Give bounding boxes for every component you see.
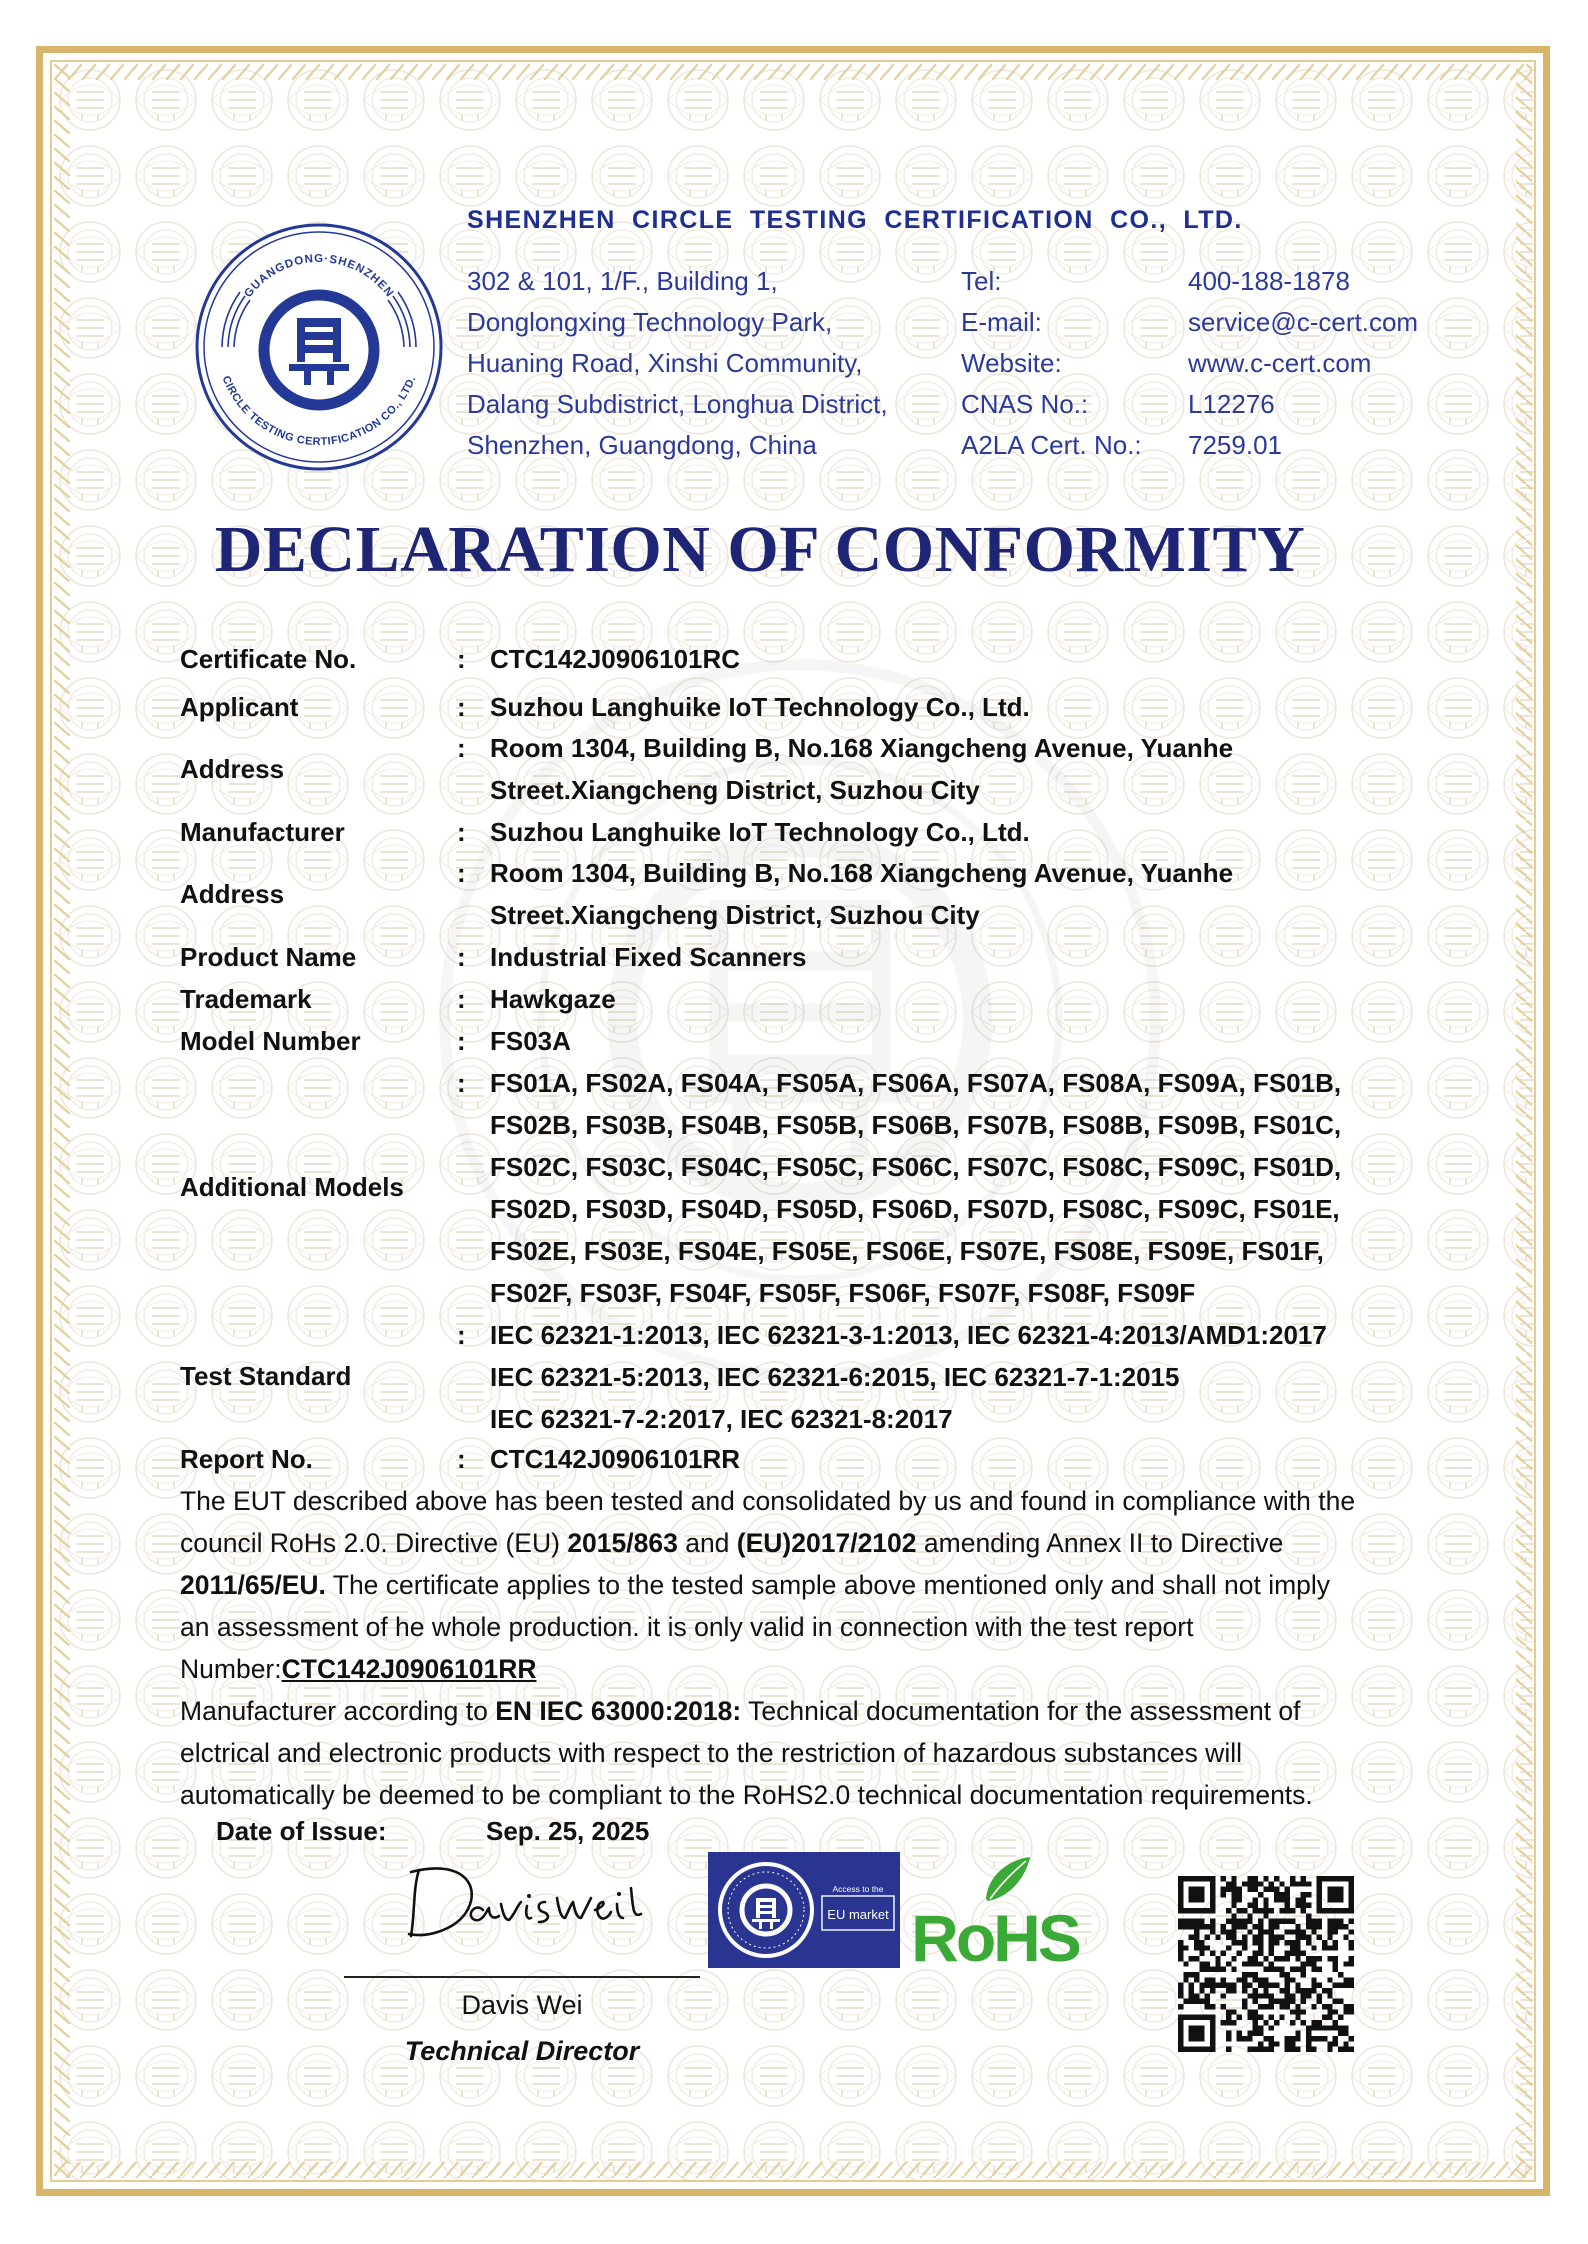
trademark-value: Hawkgaze bbox=[490, 984, 616, 1014]
signer-name: Davis Wei bbox=[461, 1990, 583, 2020]
product-name-value: Industrial Fixed Scanners bbox=[490, 942, 807, 972]
statement-line: elctrical and electronic products with respect to the restriction of hazardous substances will bbox=[180, 1738, 1242, 1768]
report-no-label: Report No. bbox=[180, 1444, 313, 1474]
date-of-issue-value: Sep. 25, 2025 bbox=[486, 1816, 650, 1846]
field-colon: : bbox=[457, 1444, 466, 1474]
report-no-value: CTC142J0906101RR bbox=[490, 1444, 741, 1474]
test-standard-label: Test Standard bbox=[180, 1361, 352, 1391]
field-colon: : bbox=[457, 692, 466, 722]
website-value: www.c-cert.com bbox=[1188, 348, 1372, 378]
a2la-label: A2LA Cert. No.: bbox=[961, 430, 1142, 460]
rohs-leaf-icon bbox=[900, 1855, 1090, 1970]
field-colon: : bbox=[457, 733, 466, 763]
field-colon: : bbox=[457, 644, 466, 674]
report-number-link: CTC142J0906101RR bbox=[281, 1654, 537, 1684]
field-colon: : bbox=[457, 1068, 466, 1098]
additional-models-line: FS02E, FS03E, FS04E, FS05E, FS06E, FS07E, FS08E, FS09E, FS01F, bbox=[490, 1236, 1324, 1266]
field-colon: : bbox=[457, 942, 466, 972]
trademark-label: Trademark bbox=[180, 984, 312, 1014]
test-standard-line: IEC 62321-7-2:2017, IEC 62321-8:2017 bbox=[490, 1404, 953, 1434]
signature-line bbox=[344, 1976, 700, 1978]
model-number-label: Model Number bbox=[180, 1026, 361, 1056]
manufacturer-address-line: Street.Xiangcheng District, Suzhou City bbox=[490, 900, 980, 930]
eu-access-bottom-text: EU market bbox=[827, 1907, 889, 1922]
additional-models-line: FS01A, FS02A, FS04A, FS05A, FS06A, FS07A, FS08A, FS09A, FS01B, bbox=[490, 1068, 1342, 1098]
manufacturer-value: Suzhou Langhuike IoT Technology Co., Ltd. bbox=[490, 817, 1030, 847]
statement-line: council RoHs 2.0. Directive (EU) 2015/863 and (EU)2017/2102 amending Annex II to Directive bbox=[180, 1528, 1284, 1558]
company-name: SHENZHEN CIRCLE TESTING CERTIFICATION CO., LTD. bbox=[467, 206, 1243, 234]
statement-line: 2011/65/EU. The certificate applies to the tested sample above mentioned only and shall not imply bbox=[180, 1570, 1331, 1600]
additional-models-line: FS02B, FS03B, FS04B, FS05B, FS06B, FS07B, FS08B, FS09B, FS01C, bbox=[490, 1110, 1342, 1140]
svg-text:GUANGDONG·SHENZHEN: GUANGDONG·SHENZHEN bbox=[242, 252, 396, 300]
company-address-line: Huaning Road, Xinshi Community, bbox=[467, 348, 863, 378]
website-label: Website: bbox=[961, 348, 1062, 378]
statement-line: Manufacturer according to EN IEC 63000:2018: Technical documentation for the assessment of bbox=[180, 1696, 1301, 1726]
company-address-line: Shenzhen, Guangdong, China bbox=[467, 430, 817, 460]
test-standard-line: IEC 62321-1:2013, IEC 62321-3-1:2013, IEC 62321-4:2013/AMD1:2017 bbox=[490, 1320, 1327, 1350]
signature-icon bbox=[405, 1858, 645, 1948]
qr-code-icon bbox=[1178, 1876, 1354, 2052]
manufacturer-address-label: Address bbox=[180, 879, 285, 909]
product-name-label: Product Name bbox=[180, 942, 357, 972]
additional-models-line: FS02F, FS03F, FS04F, FS05F, FS06F, FS07F, FS08F, FS09F bbox=[490, 1278, 1196, 1308]
tel-label: Tel: bbox=[961, 266, 1002, 296]
additional-models-line: FS02D, FS03D, FS04D, FS05D, FS06D, FS07D, FS08C, FS09C, FS01E, bbox=[490, 1194, 1340, 1224]
manufacturer-address-line: Room 1304, Building B, No.168 Xiangcheng Avenue, Yuanhe bbox=[490, 858, 1234, 888]
email-value: service@c-cert.com bbox=[1188, 307, 1419, 337]
svg-text:CIRCLE TESTING CERTIFICATION C: CIRCLE TESTING CERTIFICATION CO., LTD. bbox=[219, 374, 419, 449]
cnas-value: L12276 bbox=[1188, 389, 1275, 419]
tel-value: 400-188-1878 bbox=[1188, 266, 1350, 296]
document-title: DECLARATION OF CONFORMITY bbox=[214, 513, 1306, 586]
applicant-address-line: Street.Xiangcheng District, Suzhou City bbox=[490, 775, 980, 805]
email-label: E-mail: bbox=[961, 307, 1042, 337]
certificate-no-label: Certificate No. bbox=[180, 644, 357, 674]
rohs-text: RoHS bbox=[911, 1901, 1079, 1970]
date-of-issue-label: Date of Issue: bbox=[216, 1816, 387, 1846]
field-colon: : bbox=[457, 858, 466, 888]
certificate-no-value: CTC142J0906101RC bbox=[490, 644, 741, 674]
applicant-label: Applicant bbox=[180, 692, 299, 722]
eu-access-top-text: Access to the bbox=[832, 1884, 884, 1894]
a2la-value: 7259.01 bbox=[1188, 430, 1282, 460]
eu-market-badge-icon bbox=[708, 1852, 900, 1968]
qr-modules bbox=[1178, 1876, 1354, 2052]
company-address-line: 302 & 101, 1/F., Building 1, bbox=[467, 266, 778, 296]
statement-line: The EUT described above has been tested and consolidated by us and found in compliance with the bbox=[180, 1486, 1356, 1516]
field-colon: : bbox=[457, 817, 466, 847]
signer-title: Technical Director bbox=[404, 2036, 640, 2066]
field-colon: : bbox=[457, 1320, 466, 1350]
circle-testing-logo-icon bbox=[194, 222, 444, 472]
applicant-value: Suzhou Langhuike IoT Technology Co., Ltd. bbox=[490, 692, 1030, 722]
field-colon: : bbox=[457, 984, 466, 1014]
additional-models-label: Additional Models bbox=[180, 1172, 404, 1202]
company-address-line: Donglongxing Technology Park, bbox=[467, 307, 833, 337]
cnas-label: CNAS No.: bbox=[961, 389, 1089, 419]
applicant-address-label: Address bbox=[180, 754, 285, 784]
statement-line: automatically be deemed to be compliant to the RoHS2.0 technical documentation requirements. bbox=[180, 1780, 1313, 1810]
field-colon: : bbox=[457, 1026, 466, 1056]
additional-models-line: FS02C, FS03C, FS04C, FS05C, FS06C, FS07C, FS08C, FS09C, FS01D, bbox=[490, 1152, 1342, 1182]
statement-line: an assessment of he whole production. it is only valid in connection with the test report bbox=[180, 1612, 1194, 1642]
manufacturer-label: Manufacturer bbox=[180, 817, 345, 847]
statement-line: Number:CTC142J0906101RR bbox=[180, 1654, 537, 1684]
model-number-value: FS03A bbox=[490, 1026, 571, 1056]
test-standard-line: IEC 62321-5:2013, IEC 62321-6:2015, IEC 62321-7-1:2015 bbox=[490, 1362, 1180, 1392]
applicant-address-line: Room 1304, Building B, No.168 Xiangcheng Avenue, Yuanhe bbox=[490, 733, 1234, 763]
company-address-line: Dalang Subdistrict, Longhua District, bbox=[467, 389, 888, 419]
